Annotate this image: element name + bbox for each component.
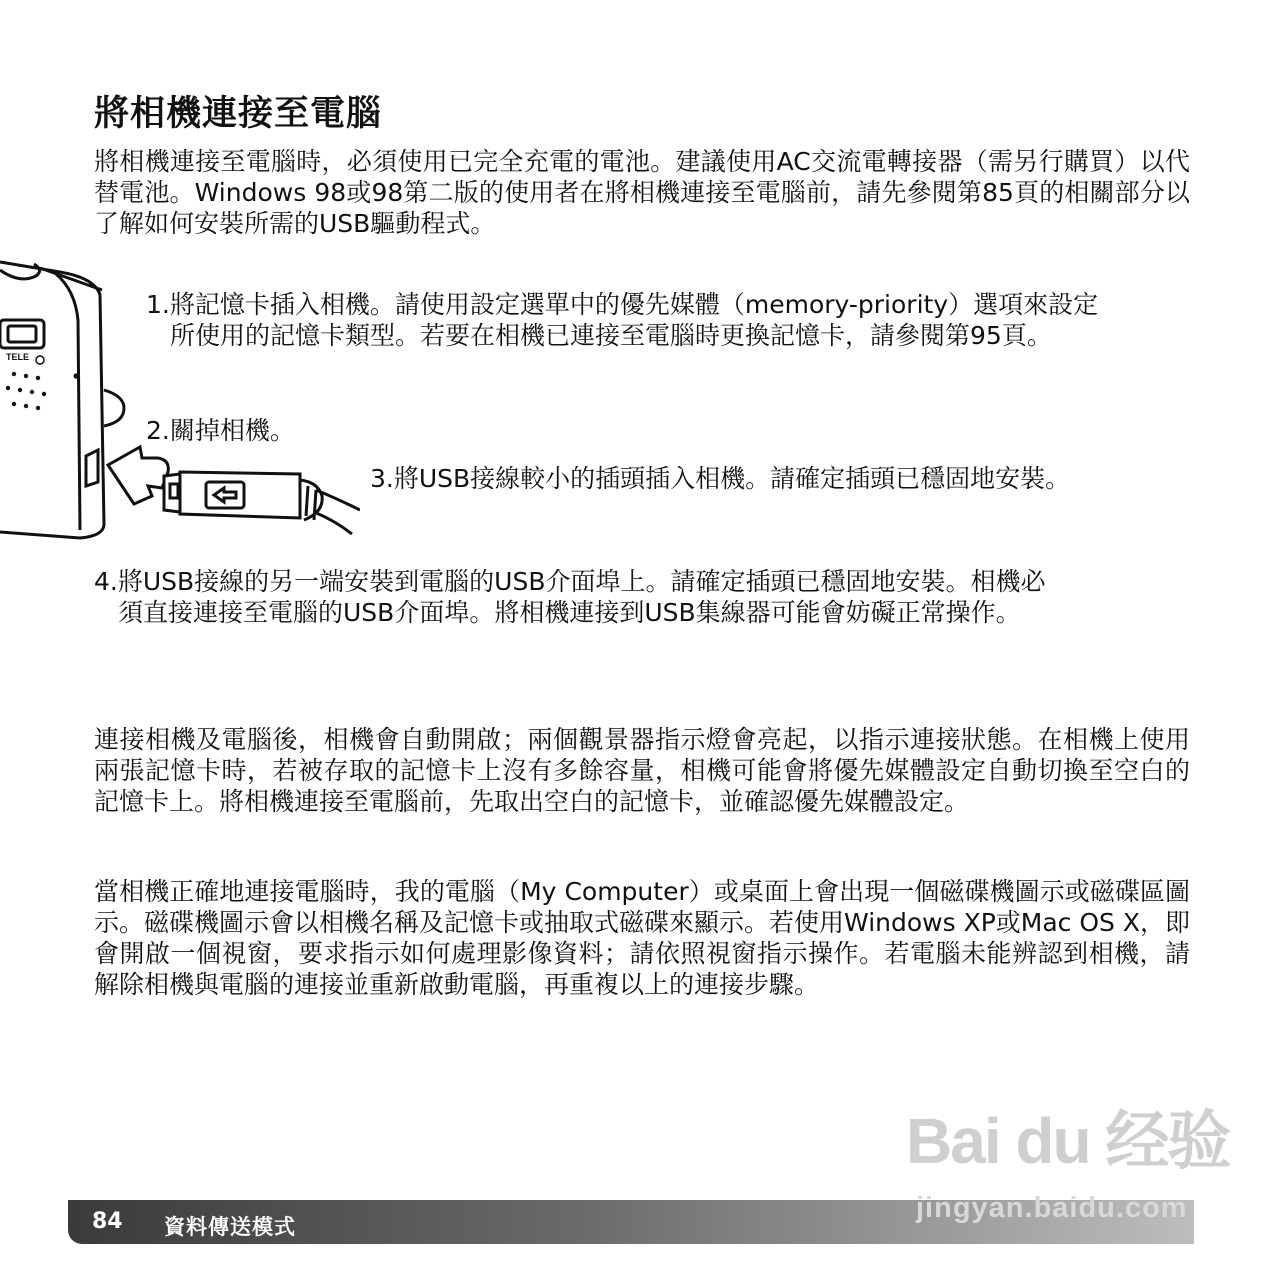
step-number: 3.: [370, 464, 394, 493]
page-number: 84: [92, 1209, 123, 1234]
connection-status-paragraph: 連接相機及電腦後，相機會自動開啟；兩個觀景器指示燈會亮起，以指示連接狀態。在相機上使用兩張記憶卡時，若被存取的記憶卡上沒有多餘容量，相機可能會將優先媒體設定自動切換至空白的記憶卡上。將相機連接至電腦前，先取出空白的記憶卡，並確認優先媒體設定。: [94, 725, 1190, 816]
step-2: [146, 415, 295, 446]
page-title: 將相機連接至電腦: [94, 94, 383, 134]
step-text-continued: 所使用的記憶卡類型。若要在相機已連接至電腦時更換記憶卡，請參閱第95頁。: [170, 321, 1052, 350]
step-1: [146, 289, 1190, 351]
step-text: 將USB接線的另一端安裝到電腦的USB介面埠上。請確定插頭已穩固地安裝。相機必: [117, 567, 1046, 596]
watermark-url: jingyan.baidu.com: [916, 1192, 1188, 1224]
step-3: [370, 463, 1070, 494]
step-number: 1.: [146, 290, 170, 319]
footer-section-title: 資料傳送模式: [164, 1215, 296, 1239]
step-number: 4.: [94, 567, 118, 596]
step-number: 2.: [146, 416, 170, 445]
camera-tele-label: TELE: [6, 352, 30, 362]
step-4: [94, 566, 1190, 628]
step-text: 將記憶卡插入相機。請使用設定選單中的優先媒體（memory-priority）選項來設定: [169, 290, 1099, 319]
step-text: 關掉相機。: [169, 416, 295, 445]
intro-paragraph: 將相機連接至電腦時，必須使用已完全充電的電池。建議使用AC交流電轉接器（需另行購買）以代替電池。Windows 98或98第二版的使用者在將相機連接至電腦前，請先參閱第85頁的相關部分以了解如何安裝所需的USB驅動程式。: [94, 147, 1190, 238]
step-text-continued: 須直接連接至電腦的USB介面埠。將相機連接到USB集線器可能會妨礙正常操作。: [118, 598, 1021, 627]
baidu-watermark-logo: Bai du 经验: [906, 1105, 1230, 1177]
step-text: 將USB接線較小的插頭插入相機。請確定插頭已穩固地安裝。: [393, 464, 1071, 493]
drive-icon-paragraph: 當相機正確地連接電腦時，我的電腦（My Computer）或桌面上會出現一個磁碟機圖示或磁碟區圖示。磁碟機圖示會以相機名稱及記憶卡或抽取式磁碟來顯示。若使用Windows XP或Mac OS X，即會開啟一個視窗，要求指示如何處理影像資料；請依照視窗指示操作。若電腦未能辨認到相機，請解除相機與電腦的連接並重新啟動電腦，再重複以上的連接步驟。: [94, 877, 1190, 999]
